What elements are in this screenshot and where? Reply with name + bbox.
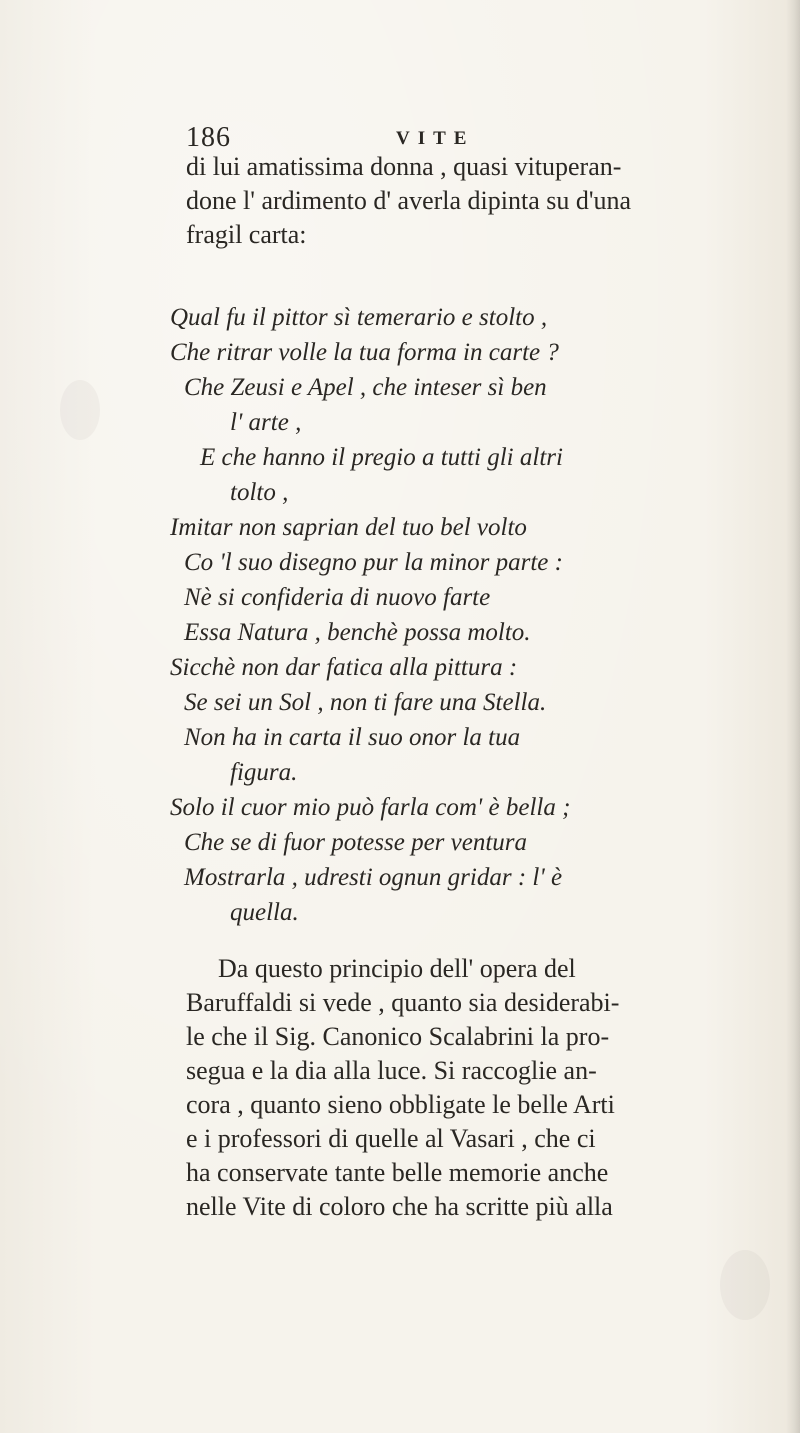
verse-line: Mostrarla , udresti ognun gridar : l' è bbox=[184, 864, 563, 891]
verse-line: Solo il cuor mio può farla com' è bella ; bbox=[170, 794, 571, 821]
page-number: 186 bbox=[186, 122, 231, 153]
verse-line: Imitar non saprian del tuo bel volto bbox=[170, 514, 527, 541]
verse-line: Se sei un Sol , non ti fare una Stella. bbox=[184, 689, 547, 716]
verse-line: Essa Natura , benchè possa molto. bbox=[184, 619, 531, 646]
body-paragraph bbox=[186, 952, 786, 1224]
text-line: di lui amatissima donna , quasi vituperan- bbox=[186, 152, 622, 181]
verse-line: Sicchè non dar fatica alla pittura : bbox=[170, 654, 518, 681]
paper-stain bbox=[60, 380, 100, 440]
text-line: nelle Vite di coloro che ha scritte più alla bbox=[186, 1192, 613, 1221]
verse-line: Che se di fuor potesse per ventura bbox=[184, 829, 528, 856]
text-line: ha conservate tante belle memorie anche bbox=[186, 1158, 609, 1187]
running-head: VITE bbox=[396, 128, 475, 149]
verse-line: Qual fu il pittor sì temerario e stolto , bbox=[170, 304, 548, 331]
intro-paragraph bbox=[186, 150, 786, 252]
verse-line: Che Zeusi e Apel , che inteser sì ben bbox=[184, 374, 547, 401]
text-line: done l' ardimento d' averla dipinta su d'una bbox=[186, 186, 632, 215]
verse-line: Che ritrar volle la tua forma in carte ? bbox=[170, 339, 559, 366]
sonnet bbox=[170, 300, 790, 930]
paper-stain bbox=[720, 1250, 770, 1320]
verse-line: E che hanno il pregio a tutti gli altri bbox=[200, 444, 563, 471]
verse-line-continuation: figura. bbox=[230, 759, 298, 786]
verse-line: Nè si confideria di nuovo farte bbox=[184, 584, 491, 611]
verse-line-continuation: l' arte , bbox=[230, 409, 302, 436]
text-line: Baruffaldi si vede , quanto sia desiderabi- bbox=[186, 988, 620, 1017]
verse-line: Co 'l suo disegno pur la minor parte : bbox=[184, 549, 563, 576]
text-line: e i professori di quelle al Vasari , che ci bbox=[186, 1124, 596, 1153]
verse-line: Non ha in carta il suo onor la tua bbox=[184, 724, 521, 751]
text-line: cora , quanto sieno obbligate le belle Arti bbox=[186, 1090, 615, 1119]
text-line: segua e la dia alla luce. Si raccoglie an- bbox=[186, 1056, 597, 1085]
verse-line-continuation: quella. bbox=[230, 899, 299, 926]
text-line: Da questo principio dell' opera del bbox=[218, 954, 576, 983]
text-line: fragil carta: bbox=[186, 220, 307, 249]
text-line: le che il Sig. Canonico Scalabrini la pro- bbox=[186, 1022, 610, 1051]
verse-line-continuation: tolto , bbox=[230, 479, 289, 506]
